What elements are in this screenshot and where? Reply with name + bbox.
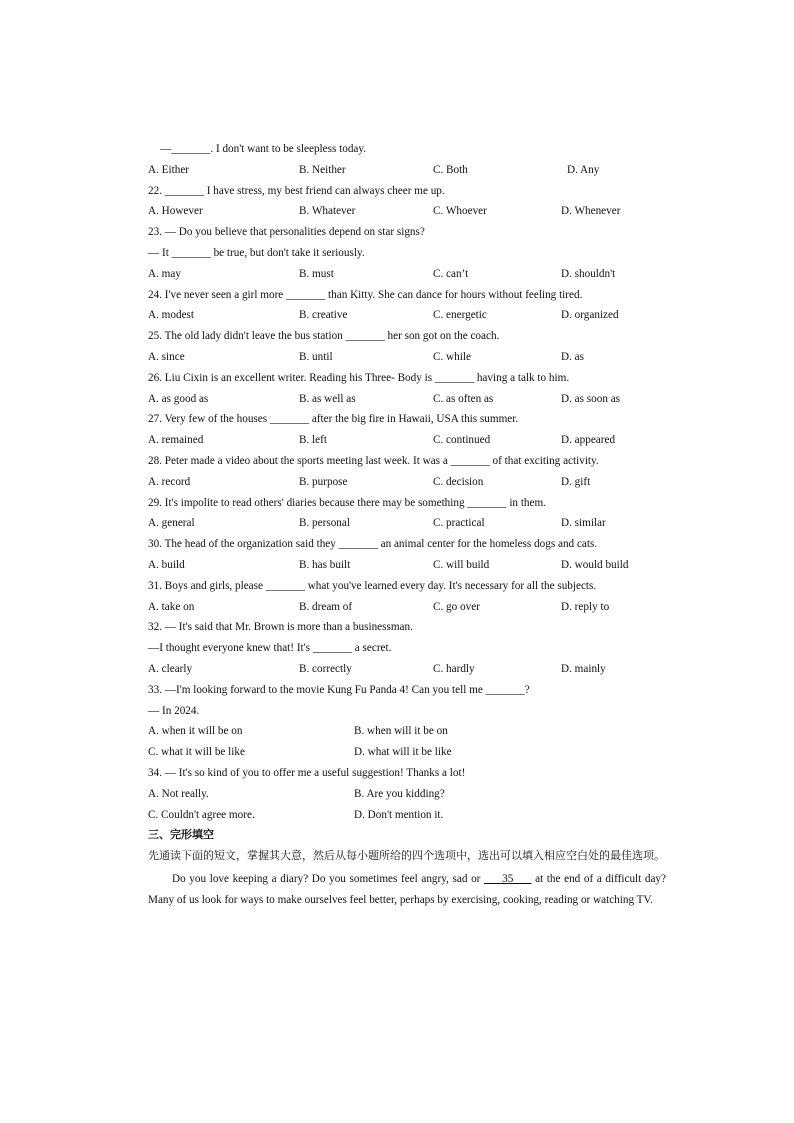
option-c: C. can’t bbox=[433, 267, 469, 280]
section-heading: 三、完形填空 bbox=[148, 828, 214, 842]
option-b: B. Are you kidding? bbox=[354, 787, 445, 800]
question-23-stem: 23. — Do you believe that personalities depend on star signs? bbox=[148, 226, 425, 239]
question-28-options bbox=[148, 472, 668, 493]
question-34-options-row2 bbox=[148, 805, 668, 826]
question-22-stem: 22. _______ I have stress, my best friend can always cheer me up. bbox=[148, 184, 445, 197]
question-26-stem: 26. Liu Cixin is an excellent writer. Reading his Three- Body is _______ having a talk to him. bbox=[148, 371, 570, 384]
passage-text-before: Do you love keeping a diary? Do you sometimes feel angry, sad or bbox=[172, 872, 485, 885]
option-b: B. Neither bbox=[299, 163, 346, 176]
option-a: A. build bbox=[148, 558, 185, 571]
question-23-options bbox=[148, 264, 668, 285]
option-b: B. purpose bbox=[299, 475, 348, 488]
question-31-options bbox=[148, 597, 668, 618]
option-c: C. continued bbox=[433, 434, 491, 447]
passage-paragraph bbox=[148, 869, 666, 911]
option-a: A. clearly bbox=[148, 662, 193, 675]
question-26-options bbox=[148, 389, 668, 410]
question-29-options bbox=[148, 513, 668, 534]
option-c: C. hardly bbox=[433, 662, 475, 675]
option-d: D. similar bbox=[561, 517, 606, 530]
option-b: B. correctly bbox=[299, 662, 352, 675]
option-c: C. Couldn't agree more. bbox=[148, 808, 255, 821]
question-30-options bbox=[148, 555, 668, 576]
question-34-stem: 34. — It's so kind of you to offer me a useful suggestion! Thanks a lot! bbox=[148, 766, 466, 779]
option-c: C. as often as bbox=[433, 392, 494, 405]
option-b: B. must bbox=[299, 267, 334, 280]
question-25-stem: 25. The old lady didn't leave the bus station _______ her son got on the coach. bbox=[148, 330, 500, 343]
question-29-stem: 29. It's impolite to read others' diaries because there may be something _______ in them. bbox=[148, 496, 546, 509]
question-27-options bbox=[148, 430, 668, 451]
exam-page bbox=[148, 139, 668, 910]
question-22-options bbox=[148, 201, 668, 222]
option-b: B. left bbox=[299, 434, 327, 447]
option-a: A. Either bbox=[148, 163, 190, 176]
option-b: B. until bbox=[299, 350, 333, 363]
question-32-options bbox=[148, 659, 668, 680]
option-a: A. take on bbox=[148, 600, 195, 613]
question-23-reply: — It _______ be true, but don't take it seriously. bbox=[148, 246, 365, 259]
question-33-reply: — In 2024. bbox=[148, 704, 200, 717]
option-c: C. practical bbox=[433, 517, 485, 530]
option-a: A. modest bbox=[148, 309, 194, 322]
option-a: A. as good as bbox=[148, 392, 209, 405]
section-instruction: 先通读下面的短文，掌握其大意，然后从每小题所给的四个选项中，选出可以填入相应空白处的最佳选项。 bbox=[148, 849, 665, 863]
option-d: D. Whenever bbox=[561, 205, 621, 218]
question-28-stem: 28. Peter made a video about the sports meeting last week. It was a _______ of that exciting activity. bbox=[148, 454, 599, 467]
question-24-stem: 24. I've never seen a girl more _______ than Kitty. She can dance for hours without feeling tired. bbox=[148, 288, 583, 301]
option-c: C. while bbox=[433, 350, 471, 363]
question-33-options-row2 bbox=[148, 742, 668, 763]
option-c: C. what it will be like bbox=[148, 746, 245, 759]
question-33-options-row1 bbox=[148, 721, 668, 742]
question-34-options-row1 bbox=[148, 784, 668, 805]
option-a: A. when it will be on bbox=[148, 725, 243, 738]
cloze-blank-35: 35 bbox=[484, 872, 532, 885]
option-d: D. what will it be like bbox=[354, 746, 452, 759]
option-a: A. record bbox=[148, 475, 191, 488]
option-a: A. since bbox=[148, 350, 185, 363]
option-b: B. has built bbox=[299, 558, 351, 571]
option-d: D. gift bbox=[561, 475, 591, 488]
option-d: D. appeared bbox=[561, 434, 616, 447]
option-b: B. dream of bbox=[299, 600, 353, 613]
option-a: A. remained bbox=[148, 434, 204, 447]
question-21-options bbox=[148, 160, 668, 181]
option-d: D. organized bbox=[561, 309, 619, 322]
option-d: D. reply to bbox=[561, 600, 610, 613]
option-d: D. shouldn't bbox=[561, 267, 616, 280]
option-b: B. personal bbox=[299, 517, 350, 530]
option-c: C. go over bbox=[433, 600, 480, 613]
question-32-stem: 32. — It's said that Mr. Brown is more than a businessman. bbox=[148, 621, 413, 634]
option-c: C. Both bbox=[433, 163, 468, 176]
option-b: B. Whatever bbox=[299, 205, 356, 218]
option-c: C. decision bbox=[433, 475, 484, 488]
option-a: A. may bbox=[148, 267, 181, 280]
question-21-stem: —_______. I don't want to be sleepless today. bbox=[160, 143, 367, 155]
question-24-options bbox=[148, 305, 668, 326]
question-32-reply: —I thought everyone knew that! It's _______ a secret. bbox=[148, 642, 392, 655]
option-b: B. as well as bbox=[299, 392, 356, 405]
option-d: D. mainly bbox=[561, 662, 606, 675]
question-25-options bbox=[148, 347, 668, 368]
option-b: B. creative bbox=[299, 309, 348, 322]
question-30-stem: 30. The head of the organization said they _______ an animal center for the homeless dogs and cats. bbox=[148, 538, 598, 551]
option-d: D. Any bbox=[567, 163, 600, 176]
option-a: A. general bbox=[148, 517, 195, 530]
option-c: C. energetic bbox=[433, 309, 487, 322]
option-d: D. as soon as bbox=[561, 392, 621, 405]
option-d: D. as bbox=[561, 350, 584, 363]
question-27-stem: 27. Very few of the houses _______ after the big fire in Hawaii, USA this summer. bbox=[148, 413, 519, 426]
passage-text-after: at the end of a difficult day? Many of us look for ways to make ourselves feel better, perhaps by exercising, cooking, reading or watching TV. bbox=[148, 872, 666, 906]
option-a: A. Not really. bbox=[148, 787, 209, 800]
question-31-stem: 31. Boys and girls, please _______ what you've learned every day. It's necessary for all the subjects. bbox=[148, 579, 597, 592]
option-c: C. will build bbox=[433, 558, 490, 571]
option-d: D. Don't mention it. bbox=[354, 808, 444, 821]
question-33-stem: 33. —I'm looking forward to the movie Kung Fu Panda 4! Can you tell me _______? bbox=[148, 683, 530, 696]
option-c: C. Whoever bbox=[433, 205, 487, 218]
option-b: B. when will it be on bbox=[354, 725, 448, 738]
option-d: D. would build bbox=[561, 558, 629, 571]
option-a: A. However bbox=[148, 205, 203, 218]
